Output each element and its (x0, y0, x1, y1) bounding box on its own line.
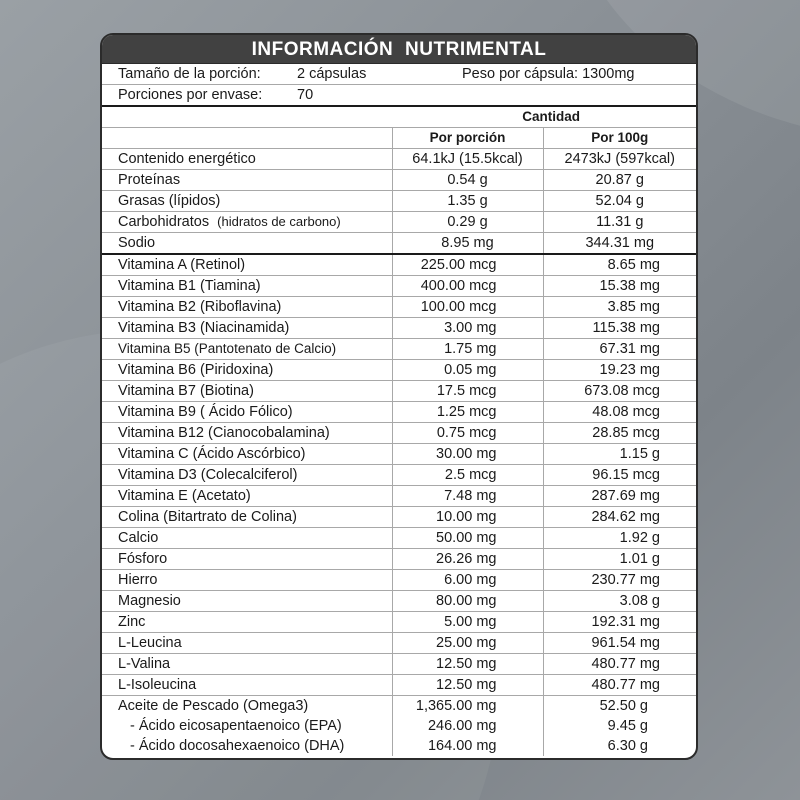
per-serving-value: 8.95 mg (392, 233, 543, 255)
table-row (102, 233, 696, 255)
table-row (102, 276, 696, 297)
per-100g-value: 20.87 g (543, 170, 696, 191)
per-100g-value: 480.77 mg (543, 675, 696, 696)
per-serving-value: 26.26 mg (392, 549, 543, 570)
per-serving-value: 225.00 mcg (392, 254, 543, 276)
table-row (102, 528, 696, 549)
serving-size-label: Tamaño de la porción: (118, 66, 261, 82)
nutrient-name: Sodio (102, 233, 392, 255)
nutrient-name-cell (102, 212, 392, 233)
per-serving-value: 5.00 mg (392, 612, 543, 633)
table-row (102, 381, 696, 402)
per-100g-value: 284.62 mg (543, 507, 696, 528)
capsule-weight: Peso por cápsula: 1300mg (462, 66, 635, 82)
per-serving-value: 246.00 mg (392, 716, 543, 736)
table-row (102, 465, 696, 486)
table-row (102, 612, 696, 633)
per-100g-value: 115.38 mg (543, 318, 696, 339)
servings-per-container-label: Porciones por envase: (118, 87, 263, 103)
panel-title-text: INFORMACIÓN NUTRIMENTAL (251, 39, 547, 60)
per-serving-value: 12.50 mg (392, 654, 543, 675)
per-serving-value: 6.00 mg (392, 570, 543, 591)
per-serving-value: 80.00 mg (392, 591, 543, 612)
nutrient-name: Vitamina B12 (Cianocobalamina) (102, 423, 392, 444)
per-serving-value: 1.25 mcg (392, 402, 543, 423)
per-100g-value: 3.08 g (543, 591, 696, 612)
per-100g-value: 67.31 mg (543, 339, 696, 360)
table-row (102, 570, 696, 591)
table-row (102, 423, 696, 444)
per-100g-value: 8.65 mg (543, 254, 696, 276)
nutrient-name: Vitamina D3 (Colecalciferol) (102, 465, 392, 486)
nutrient-name: Grasas (lípidos) (102, 191, 392, 212)
per-100g-value: 52.50 g (543, 696, 696, 717)
table-row (102, 654, 696, 675)
table-row (102, 170, 696, 191)
amount-group-header: Cantidad (102, 107, 696, 128)
table-row (102, 254, 696, 276)
nutrient-name: Vitamina A (Retinol) (102, 254, 392, 276)
table-row (102, 633, 696, 654)
per-serving-value: 7.48 mg (392, 486, 543, 507)
table-column-header-row (102, 128, 696, 149)
nutrient-name: Vitamina B3 (Niacinamida) (102, 318, 392, 339)
table-row (102, 297, 696, 318)
per-100g-value: 9.45 g (543, 716, 696, 736)
per-100g-value: 3.85 mg (543, 297, 696, 318)
per-serving-value: 17.5 mcg (392, 381, 543, 402)
nutrient-name: Carbohidratos (118, 214, 210, 230)
per-100g-value: 48.08 mcg (543, 402, 696, 423)
nutrient-name: Contenido energético (102, 149, 392, 170)
table-row (102, 444, 696, 465)
table-row (102, 318, 696, 339)
table-row (102, 591, 696, 612)
per-100g-value: 1.01 g (543, 549, 696, 570)
serving-size-value: 2 cápsulas (297, 66, 367, 82)
per-serving-value: 12.50 mg (392, 675, 543, 696)
per-100g-value: 28.85 mcg (543, 423, 696, 444)
per-100g-value: 2473kJ (597kcal) (543, 149, 696, 170)
nutrient-name: Proteínas (102, 170, 392, 191)
table-row (102, 675, 696, 696)
nutrition-facts-panel (100, 33, 698, 760)
panel-title (102, 35, 696, 64)
table-row (102, 191, 696, 212)
per-100g-value: 230.77 mg (543, 570, 696, 591)
table-row (102, 507, 696, 528)
column-header-per-100g: Por 100g (543, 128, 696, 149)
table-row (102, 549, 696, 570)
per-serving-value: 0.75 mcg (392, 423, 543, 444)
nutrient-name: Fósforo (102, 549, 392, 570)
table-row (102, 716, 696, 736)
per-serving-value: 164.00 mg (392, 736, 543, 756)
nutrient-name: Vitamina B7 (Biotina) (102, 381, 392, 402)
per-100g-value: 344.31 mg (543, 233, 696, 255)
nutrient-name: Hierro (102, 570, 392, 591)
per-serving-value: 1,365.00 mg (392, 696, 543, 717)
nutrient-name (102, 339, 392, 360)
nutrient-name: - Ácido eicosapentaenoico (EPA) (130, 718, 342, 734)
per-serving-value: 64.1kJ (15.5kcal) (392, 149, 543, 170)
per-100g-value: 1.15 g (543, 444, 696, 465)
per-100g-value: 961.54 mg (543, 633, 696, 654)
per-100g-value: 480.77 mg (543, 654, 696, 675)
nutrient-name: - Ácido docosahexaenoico (DHA) (130, 738, 345, 754)
per-100g-value: 1.92 g (543, 528, 696, 549)
table-row (102, 360, 696, 381)
per-100g-value: 287.69 mg (543, 486, 696, 507)
table-group-header-row (102, 107, 696, 128)
per-serving-value: 0.54 g (392, 170, 543, 191)
per-100g-value: 15.38 mg (543, 276, 696, 297)
per-serving-value: 1.75 mg (392, 339, 543, 360)
nutrient-name-note: (hidratos de carbono) (217, 214, 341, 229)
column-header-per-serving: Por porción (392, 128, 543, 149)
nutrient-name: Magnesio (102, 591, 392, 612)
nutrient-name: L-Isoleucina (102, 675, 392, 696)
nutrient-name: Aceite de Pescado (Omega3) (118, 698, 309, 714)
per-serving-value: 100.00 mcg (392, 297, 543, 318)
servings-per-container-value: 70 (297, 87, 314, 103)
column-header-nutrient (102, 128, 392, 149)
per-serving-value: 2.5 mcg (392, 465, 543, 486)
per-100g-value: 19.23 mg (543, 360, 696, 381)
nutrient-name: Calcio (102, 528, 392, 549)
table-row (102, 486, 696, 507)
per-serving-value: 0.29 g (392, 212, 543, 233)
servings-per-container-row (102, 85, 696, 107)
nutrient-name: Vitamina B2 (Riboflavina) (102, 297, 392, 318)
per-100g-value: 673.08 mcg (543, 381, 696, 402)
nutrient-name: Vitamina C (Ácido Ascórbico) (102, 444, 392, 465)
nutrient-name: Vitamina B1 (Tiamina) (102, 276, 392, 297)
per-serving-value: 25.00 mg (392, 633, 543, 654)
serving-size-row (102, 64, 696, 85)
nutrient-name: Vitamina E (Acetato) (102, 486, 392, 507)
per-serving-value: 10.00 mg (392, 507, 543, 528)
per-serving-value: 0.05 mg (392, 360, 543, 381)
per-serving-value: 3.00 mg (392, 318, 543, 339)
per-serving-value: 50.00 mg (392, 528, 543, 549)
nutrient-name-text: Vitamina B5 (Pantotenato de Calcio) (118, 341, 337, 356)
nutrient-name: L-Leucina (102, 633, 392, 654)
per-serving-value: 30.00 mg (392, 444, 543, 465)
nutrient-name: L-Valina (102, 654, 392, 675)
nutrient-name: Vitamina B6 (Piridoxina) (102, 360, 392, 381)
per-serving-value: 1.35 g (392, 191, 543, 212)
nutrition-table (102, 107, 696, 756)
per-100g-value: 52.04 g (543, 191, 696, 212)
nutrient-name: Vitamina B9 ( Ácido Fólico) (102, 402, 392, 423)
per-100g-value: 11.31 g (543, 212, 696, 233)
per-100g-value: 192.31 mg (543, 612, 696, 633)
table-row (102, 402, 696, 423)
table-row (102, 212, 696, 233)
nutrient-name: Zinc (102, 612, 392, 633)
table-row (102, 149, 696, 170)
table-row (102, 696, 696, 717)
per-100g-value: 96.15 mcg (543, 465, 696, 486)
table-row (102, 339, 696, 360)
table-row (102, 736, 696, 756)
per-serving-value: 400.00 mcg (392, 276, 543, 297)
per-100g-value: 6.30 g (543, 736, 696, 756)
nutrient-name: Colina (Bitartrato de Colina) (102, 507, 392, 528)
